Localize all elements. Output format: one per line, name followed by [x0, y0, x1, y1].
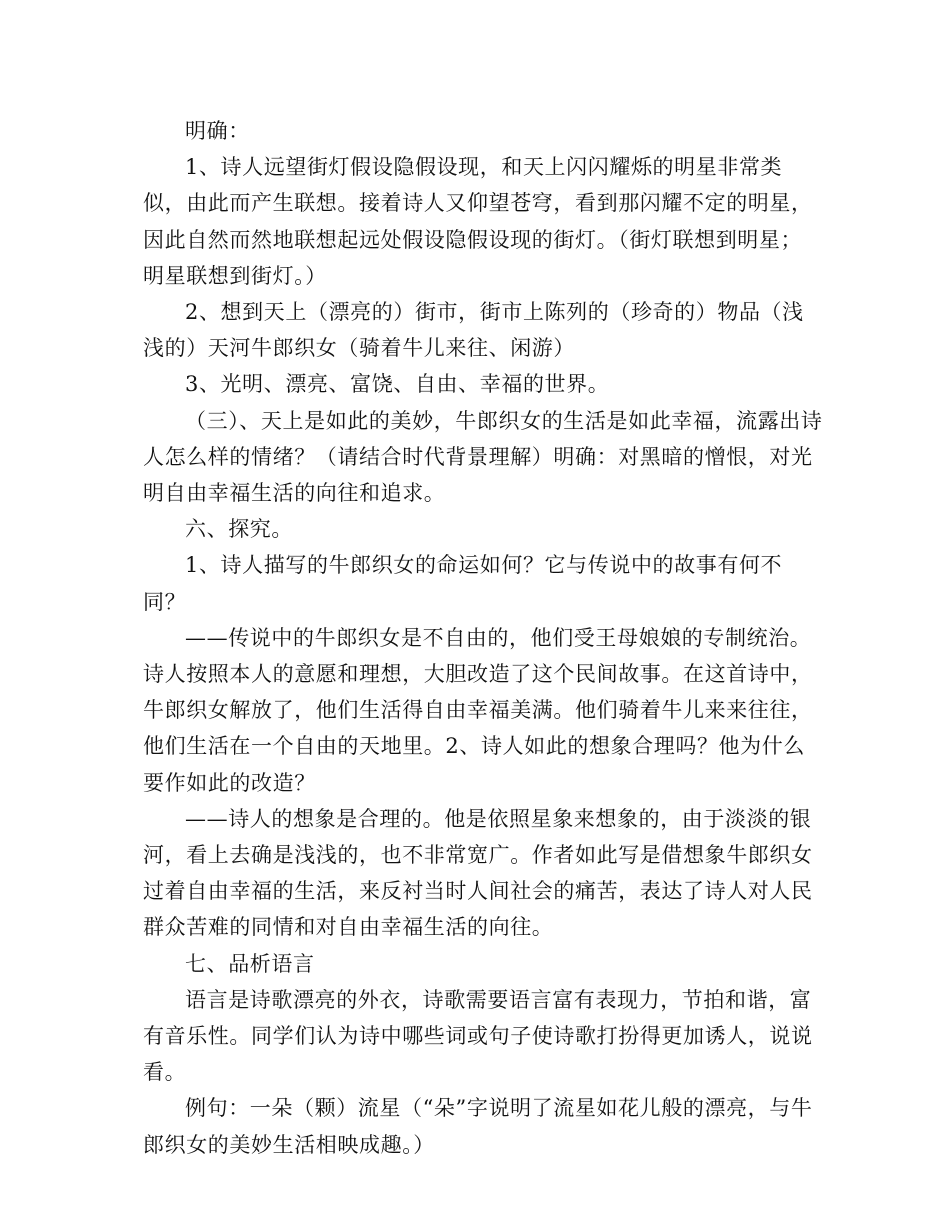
paragraph-example-sentence: 例句：一朵（颗）流星（“朵”字说明了流星如花儿般的漂亮，与牛郎织女的美妙生活相映成趣。）	[143, 1096, 813, 1157]
paragraph-language-intro: 语言是诗歌漂亮的外衣，诗歌需要语言富有表现力，节拍和谐，富有音乐性。同学们认为诗中哪些词或句子使诗歌打扮得更加诱人，说说看。	[143, 987, 813, 1085]
document-body	[143, 113, 823, 1163]
paragraph-answer-label: 明确：	[185, 119, 250, 143]
paragraph-answer-3: 3、光明、漂亮、富饶、自由、幸福的世界。	[185, 372, 610, 397]
paragraph-explore-answer-2: ——诗人的想象是合理的。他是依照星象来想象的，由于淡淡的银河，看上去确是浅浅的，也不非常宽广。作者如此写是借想象牛郎织女过着自由幸福的生活，来反衬当时人间社会的痛苦，表达了诗人对人民群众苦难的同情和对自由幸福生活的向往。	[143, 806, 813, 940]
heading-explore: 六、探究。	[185, 517, 293, 542]
paragraph-answer-2: 2、想到天上（漂亮的）街市，街市上陈列的（珍奇的）物品（浅浅的）天河牛郎织女（骑着牛儿来往、闲游）	[143, 300, 804, 361]
paragraph-section-3-question: （三）、天上是如此的美妙，牛郎织女的生活是如此幸福，流露出诗人怎么样的情绪？（请结合时代背景理解）明确：对黑暗的憎恨，对光明自由幸福生活的向往和追求。	[143, 408, 823, 506]
paragraph-answer-1: 1、诗人远望街灯假设隐假设现，和天上闪闪耀烁的明星非常类似，由此而产生联想。接着诗人又仰望苍穹，看到那闪耀不定的明星，因此自然而然地联想起远处假设隐假设现的街灯。（街灯联想到明星；明星联想到街灯。）	[143, 155, 813, 288]
heading-analyze-language: 七、品析语言	[185, 951, 315, 976]
paragraph-explore-answer-1: ——传说中的牛郎织女是不自由的，他们受王母娘娘的专制统治。诗人按照本人的意愿和理想，大胆改造了这个民间故事。在这首诗中，牛郎织女解放了，他们生活得自由幸福美满。他们骑着牛儿来来往往，他们生活在一个自由的天地里。2、诗人如此的想象合理吗？他为什么要作如此的改造？	[143, 625, 813, 795]
paragraph-explore-question-1: 1、诗人描写的牛郎织女的命运如何？它与传说中的故事有何不同？	[143, 553, 783, 614]
